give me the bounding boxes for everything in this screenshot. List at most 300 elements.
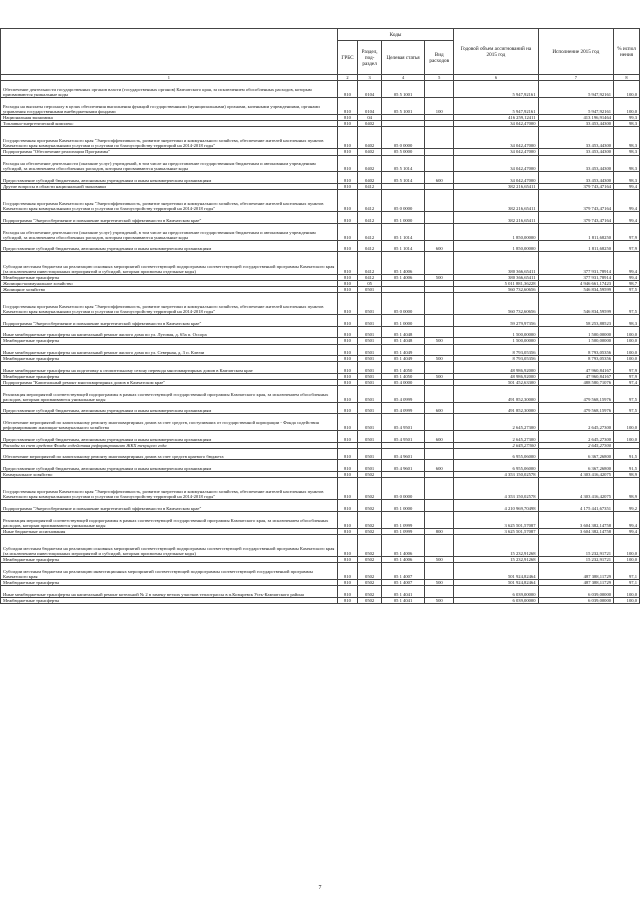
table-row	[1, 344, 640, 356]
row-section: 0502	[358, 471, 382, 477]
header-num: 4	[381, 75, 424, 81]
row-percent: 98,3	[614, 127, 640, 149]
row-type	[425, 190, 454, 212]
row-type: 500	[425, 356, 454, 362]
row-percent: 97,4	[614, 379, 640, 385]
row-grbs: 810	[337, 114, 358, 120]
row-execution: 2 645,27300	[538, 431, 614, 443]
row-type	[425, 534, 454, 556]
table-row	[1, 402, 640, 414]
row-grbs: 810	[337, 223, 358, 240]
row-type: 500	[425, 597, 454, 603]
row-grbs: 810	[337, 431, 358, 443]
table-row	[1, 212, 640, 224]
row-execution: 47 960,84167	[538, 362, 614, 374]
row-percent: 91,5	[614, 460, 640, 472]
row-name: Реализация мероприятий соответствующей подпрограммы в рамках соответствующей государственной программы Камчатского края, за исключением обособленных расходов, которым присваиваются уникальные коды	[1, 511, 338, 528]
page-number: 7	[318, 885, 322, 891]
table-row	[1, 460, 640, 472]
row-name: Межбюджетные трансферты	[1, 557, 338, 563]
row-grbs: 810	[337, 557, 358, 563]
row-plan: 4 210 969,70498	[454, 500, 538, 512]
row-name: Иные межбюджетные трансферты на подготовку к отопительному сезону перевода многоквартирных домов в Камчатском крае	[1, 362, 338, 374]
row-target: 05 1 4006	[381, 274, 424, 280]
row-percent: 100,0	[614, 534, 640, 556]
row-section: 0502	[358, 477, 382, 499]
row-type: 500	[425, 557, 454, 563]
row-plan: 15 232,91268	[454, 534, 538, 556]
row-section: 0501	[358, 315, 382, 327]
row-percent: 99,3	[614, 114, 640, 120]
row-grbs: 810	[337, 326, 358, 338]
row-grbs: 810	[337, 212, 358, 224]
row-plan: 416 259,12411	[454, 114, 538, 120]
row-section: 05	[358, 280, 382, 286]
row-percent: 100,0	[614, 414, 640, 431]
row-target: 05 1 0999	[381, 511, 424, 528]
table-row	[1, 315, 640, 327]
row-execution: 377 931,78914	[538, 252, 614, 274]
table-row	[1, 448, 640, 460]
row-plan: 4 353 150,02578	[454, 477, 538, 499]
row-type	[425, 511, 454, 528]
row-percent: 99,4	[614, 212, 640, 224]
row-target: 05 4 9601	[381, 460, 424, 472]
row-percent: 98,9	[614, 471, 640, 477]
row-grbs: 810	[337, 586, 358, 598]
row-name: Коммунальное хозяйство	[1, 471, 338, 477]
header-num: 3	[358, 75, 382, 81]
header-section: Раздел, под-раздел	[358, 41, 382, 75]
row-section: 0502	[358, 580, 382, 586]
table-row	[1, 597, 640, 603]
row-execution: 413 196,91464	[538, 114, 614, 120]
row-execution: 488 580,71076	[538, 379, 614, 385]
row-percent: 97,1	[614, 580, 640, 586]
row-section: 0501	[358, 379, 382, 385]
row-type	[425, 385, 454, 402]
row-grbs: 810	[337, 344, 358, 356]
row-name: Иные межбюджетные трансферты на капитальный ремонт котельной № 2 в замену ветхих участков теплотрассы в п.Козыревск Усть-Камчатского района	[1, 586, 338, 598]
header-execution: Исполнение 2015 год	[538, 29, 614, 75]
row-section: 0501	[358, 373, 382, 379]
row-grbs: 810	[337, 293, 358, 315]
row-plan: 560 732,60656	[454, 293, 538, 315]
row-section: 0501	[358, 293, 382, 315]
row-section: 0501	[358, 385, 382, 402]
row-grbs: 810	[337, 280, 358, 286]
row-plan: 380 366,65411	[454, 274, 538, 280]
header-num: 6	[454, 75, 538, 81]
row-plan: 1 500,00000	[454, 338, 538, 344]
row-section: 0501	[358, 402, 382, 414]
row-target: 05 1 1014	[381, 240, 424, 252]
row-name: Подпрограмма "Энергосбережение и повышение энергетической эффективности в Камчатском крае"	[1, 212, 338, 224]
row-section: 0501	[358, 286, 382, 292]
row-section: 04	[358, 114, 382, 120]
row-target: 05 4 9601	[381, 448, 424, 460]
row-execution: 47 960,84167	[538, 373, 614, 379]
row-target: 05 1 0000	[381, 315, 424, 327]
row-percent: 98,3	[614, 172, 640, 184]
table-row	[1, 534, 640, 556]
row-target: 05 4 9501	[381, 431, 424, 443]
row-target: 05 4 0999	[381, 385, 424, 402]
row-type: 600	[425, 431, 454, 443]
row-plan: 1 500,00000	[454, 326, 538, 338]
table-row	[1, 586, 640, 598]
row-grbs: 810	[337, 149, 358, 155]
row-execution: 1 811,68250	[538, 223, 614, 240]
row-name: Обеспечение мероприятий по капитальному ремонту многоквартирных домов за счет средств, поступивших от государственной корпорации - Фонда содействия реформированию жилищно-коммунального хозяйства	[1, 414, 338, 431]
row-type: 600	[425, 402, 454, 414]
row-name: Предоставление субсидий бюджетным, автономным учреждениям и иным некоммерческим организациям	[1, 240, 338, 252]
row-target: 05 1 4041	[381, 597, 424, 603]
row-type: 800	[425, 528, 454, 534]
row-plan: 382 216,65411	[454, 190, 538, 212]
row-percent: 100,0	[614, 326, 640, 338]
table-row	[1, 385, 640, 402]
row-grbs: 810	[337, 500, 358, 512]
row-percent: 97,9	[614, 223, 640, 240]
row-plan: 491 852,30000	[454, 385, 538, 402]
row-type: 500	[425, 373, 454, 379]
row-execution: 4 946 661,17423	[538, 280, 614, 286]
row-type	[425, 252, 454, 274]
row-type	[425, 155, 454, 172]
row-plan: 34 042,47000	[454, 149, 538, 155]
row-section: 0412	[358, 223, 382, 240]
row-grbs: 810	[337, 120, 358, 126]
row-target: 05 1 4049	[381, 344, 424, 356]
row-grbs: 810	[337, 286, 358, 292]
row-section: 0502	[358, 534, 382, 556]
row-execution: 379 743,47164	[538, 212, 614, 224]
row-name: Межбюджетные трансферты	[1, 356, 338, 362]
row-name: Государственная программа Камчатского края "Энергоэффективность, развитие энергетики и коммунального хозяйства, обеспечение жителей населенных пунктов Камчатского края коммунальными услугами и услугами по благоустройству территорий на 2014-2018 годы"	[1, 477, 338, 499]
header-num: 8	[614, 75, 640, 81]
row-execution: 379 743,47164	[538, 190, 614, 212]
table-row	[1, 127, 640, 149]
row-execution: 33 453,44300	[538, 120, 614, 126]
table-row	[1, 81, 640, 98]
row-grbs: 810	[337, 580, 358, 586]
row-name: Предоставление субсидий бюджетным, автономным учреждениям и иным некоммерческим организациям	[1, 172, 338, 184]
row-name: Иные бюджетные ассигнования	[1, 528, 338, 534]
row-section: 0412	[358, 240, 382, 252]
row-name: Расходы на обеспечение деятельности (оказание услуг) учреждений, в том числе на предоставление государственным бюджетным и автономным учреждениям субсидий, за исключением обособленных расходов, которым присваиваются уникальные коды	[1, 155, 338, 172]
row-name: Межбюджетные трансферты	[1, 274, 338, 280]
row-target: 05 0 0000	[381, 293, 424, 315]
row-target: 05 1 4007	[381, 580, 424, 586]
row-grbs: 810	[337, 402, 358, 414]
row-grbs: 810	[337, 385, 358, 402]
row-grbs: 810	[337, 511, 358, 528]
row-section: 0402	[358, 155, 382, 172]
row-target: 05 5 1014	[381, 155, 424, 172]
row-target: 05 1 0000	[381, 212, 424, 224]
table-row	[1, 414, 640, 431]
row-section: 0502	[358, 557, 382, 563]
table-row	[1, 293, 640, 315]
row-grbs: 810	[337, 373, 358, 379]
row-grbs: 810	[337, 379, 358, 385]
row-percent: 99,4	[614, 528, 640, 534]
row-execution: 1 811,68250	[538, 240, 614, 252]
table-body	[1, 81, 640, 604]
row-name: Обеспечение деятельности государственных органов власти (государственных органов) Камчатского края, за исключением обособленных расходов, которым присваиваются уникальные коды	[1, 81, 338, 98]
row-type: 100	[425, 97, 454, 114]
row-section: 0501	[358, 356, 382, 362]
row-percent: 97,9	[614, 362, 640, 374]
row-plan: 2 645,27300	[454, 431, 538, 443]
row-plan: 6 955,06000	[454, 448, 538, 460]
row-plan: 8 793,05356	[454, 356, 538, 362]
row-target: 05 1 4048	[381, 338, 424, 344]
table-row	[1, 172, 640, 184]
row-name: Государственная программа Камчатского края "Энергоэффективность, развитие энергетики и коммунального хозяйства, обеспечение жителей населенных пунктов Камчатского края коммунальными услугами и услугами по благоустройству территорий на 2014-2018 годы"	[1, 127, 338, 149]
row-execution: 487 388,11729	[538, 580, 614, 586]
row-target: 05 5 1014	[381, 172, 424, 184]
row-name: Другие вопросы в области национальной экономики	[1, 183, 338, 189]
row-percent: 97,5	[614, 402, 640, 414]
row-section: 0501	[358, 338, 382, 344]
row-target: 05 1 4006	[381, 557, 424, 563]
table-row	[1, 326, 640, 338]
table-row	[1, 500, 640, 512]
row-plan: 501 924,82464	[454, 580, 538, 586]
row-plan: 6 039,00000	[454, 597, 538, 603]
row-percent: 97,9	[614, 240, 640, 252]
row-grbs: 810	[337, 127, 358, 149]
row-grbs: 810	[337, 597, 358, 603]
row-execution: 1 500,00000	[538, 326, 614, 338]
row-target: 05 0 0000	[381, 127, 424, 149]
row-section: 0402	[358, 127, 382, 149]
row-section: 0502	[358, 511, 382, 528]
row-execution: 58 253,88523	[538, 315, 614, 327]
row-percent: 97,5	[614, 385, 640, 402]
row-execution: 1 500,00000	[538, 338, 614, 344]
table-header	[1, 29, 640, 81]
row-percent: 97,5	[614, 286, 640, 292]
row-percent: 98,7	[614, 280, 640, 286]
row-plan: 2 645,27300	[454, 414, 538, 431]
row-type: 500	[425, 580, 454, 586]
row-execution: 6 039,00000	[538, 597, 614, 603]
row-name: Расходы на обеспечение деятельности (оказание услуг) учреждений, в том числе на предоставление государственным бюджетным и автономным учреждениям субсидий, за исключением обособленных расходов, которым присваиваются уникальные коды	[1, 223, 338, 240]
row-type	[425, 127, 454, 149]
row-execution: 3 604 382,14758	[538, 528, 614, 534]
header-grbs: ГРБС	[337, 41, 358, 75]
row-plan: 48 986,92000	[454, 373, 538, 379]
row-percent: 100,0	[614, 557, 640, 563]
row-name: Расходы на выплаты персоналу в целях обеспечения выполнения функций государственными (муниципальными) органами, казенными учреждениями, органами управления государственными внебюджетными фондами	[1, 97, 338, 114]
row-percent: 100,0	[614, 97, 640, 114]
row-grbs: 810	[337, 240, 358, 252]
row-execution: 4 303 416,42075	[538, 477, 614, 499]
row-type: 600	[425, 172, 454, 184]
header-codes: Коды	[337, 29, 454, 41]
row-target: 05 4 9501	[381, 414, 424, 431]
row-name: Межбюджетные трансферты	[1, 597, 338, 603]
row-plan: 380 366,65411	[454, 252, 538, 274]
row-name: Иные межбюджетные трансферты на капитальный ремонт жилого дома по ул. Луговая, д. 65а п. Оссора	[1, 326, 338, 338]
row-plan: 6 039,00000	[454, 586, 538, 598]
row-name: Подпрограмма "Энергосбережение и повышение энергетической эффективности в Камчатском крае"	[1, 315, 338, 327]
row-target: 05 0 0000	[381, 190, 424, 212]
row-execution: 479 568,15976	[538, 402, 614, 414]
row-plan: 8 793,05356	[454, 344, 538, 356]
row-percent: 100,0	[614, 356, 640, 362]
row-percent: 100,0	[614, 338, 640, 344]
row-grbs: 810	[337, 528, 358, 534]
row-percent: 97,5	[614, 293, 640, 315]
row-percent: 100,0	[614, 597, 640, 603]
row-percent: 99,2	[614, 500, 640, 512]
row-percent: 100,0	[614, 586, 640, 598]
row-percent: 100,0	[614, 431, 640, 443]
row-section: 0104	[358, 97, 382, 114]
row-name: Иные межбюджетные трансферты на капитальный ремонт жилого дома по ул. Северная, д. 3 п. Ключи	[1, 344, 338, 356]
row-execution: 5 947,92161	[538, 81, 614, 98]
row-plan: 6 955,06000	[454, 460, 538, 472]
row-target: 05 5 1001	[381, 97, 424, 114]
row-plan: 34 042,47000	[454, 172, 538, 184]
row-type	[425, 293, 454, 315]
row-name: Предоставление субсидий бюджетным, автономным учреждениям и иным некоммерческим организациям	[1, 431, 338, 443]
row-target: 05 1 4006	[381, 252, 424, 274]
row-type	[425, 212, 454, 224]
row-target: 05 1 4050	[381, 373, 424, 379]
row-section: 0501	[358, 460, 382, 472]
row-type	[425, 362, 454, 374]
row-grbs: 810	[337, 97, 358, 114]
row-percent: 97,1	[614, 563, 640, 580]
row-target: 05 1 4041	[381, 586, 424, 598]
row-target: 05 4 0000	[381, 379, 424, 385]
header-name	[1, 29, 338, 75]
row-section: 0502	[358, 500, 382, 512]
row-execution: 4 303 416,42075	[538, 471, 614, 477]
row-name: Обеспечение мероприятий по капитальному ремонту многоквартирных домов за счет средств краевого бюджета	[1, 448, 338, 460]
row-grbs: 810	[337, 362, 358, 374]
row-section: 0501	[358, 362, 382, 374]
row-grbs: 810	[337, 460, 358, 472]
row-plan: 382 216,65411	[454, 212, 538, 224]
row-type	[425, 315, 454, 327]
row-section: 0501	[358, 344, 382, 356]
row-plan: 34 042,47000	[454, 127, 538, 149]
row-plan: 501 452,63300	[454, 379, 538, 385]
budget-table	[0, 28, 640, 604]
row-grbs: 810	[337, 183, 358, 189]
row-percent: 98,3	[614, 315, 640, 327]
row-name: Межбюджетные трансферты	[1, 338, 338, 344]
row-name: Субсидии местным бюджетам на реализацию основных мероприятий соответствующей подпрограммы соответствующей государственной программы Камчатского края (за исключением инвестиционных мероприятий и субсидий, которым присвоены отдельные коды)	[1, 252, 338, 274]
row-target: 05 1 4049	[381, 356, 424, 362]
table-row	[1, 223, 640, 240]
row-type: 500	[425, 338, 454, 344]
row-grbs: 810	[337, 471, 358, 477]
row-execution: 8 793,05356	[538, 344, 614, 356]
row-percent: 91,5	[614, 448, 640, 460]
row-target: 05 5 0000	[381, 149, 424, 155]
table-row	[1, 190, 640, 212]
row-execution: 3 604 382,14758	[538, 511, 614, 528]
row-type	[425, 326, 454, 338]
header-num: 2	[337, 75, 358, 81]
row-name: Жилищно-коммунальное хозяйство	[1, 280, 338, 286]
row-section: 0501	[358, 431, 382, 443]
header-target: Целевая статья	[381, 41, 424, 75]
row-grbs: 810	[337, 190, 358, 212]
row-section: 0502	[358, 563, 382, 580]
row-section: 0501	[358, 414, 382, 431]
header-num: 1	[1, 75, 338, 81]
row-percent: 98,3	[614, 120, 640, 126]
row-type	[425, 414, 454, 431]
row-percent: 99,4	[614, 190, 640, 212]
row-plan: 5 011 881,36228	[454, 280, 538, 286]
row-name: Расходы за счет средств Фонда содействия реформированию ЖКХ текущего года	[1, 442, 338, 448]
row-grbs: 810	[337, 172, 358, 184]
row-section: 0412	[358, 274, 382, 280]
row-section: 0502	[358, 528, 382, 534]
row-section: 0412	[358, 190, 382, 212]
row-name: Национальная экономика	[1, 114, 338, 120]
row-execution: 6 367,26800	[538, 448, 614, 460]
row-execution: 377 931,78914	[538, 274, 614, 280]
row-name: Государственная программа Камчатского края "Энергоэффективность, развитие энергетики и коммунального хозяйства, обеспечение жителей населенных пунктов Камчатского края коммунальными услугами и услугами по благоустройству территорий на 2014-2018 годы"	[1, 293, 338, 315]
header-num: 7	[538, 75, 614, 81]
row-percent: 99,4	[614, 252, 640, 274]
row-plan: 5 947,92161	[454, 97, 538, 114]
row-section: 0501	[358, 448, 382, 460]
row-percent: 99,4	[614, 274, 640, 280]
header-plan: Годовой объем ассигнований на 2015 год	[454, 29, 538, 75]
row-plan: 3 625 501,57087	[454, 511, 538, 528]
table-row	[1, 431, 640, 443]
row-percent: 98,3	[614, 149, 640, 155]
row-grbs: 810	[337, 477, 358, 499]
row-plan: 382 216,65411	[454, 183, 538, 189]
row-plan: 59 279,97356	[454, 315, 538, 327]
row-target: 05 1 4006	[381, 534, 424, 556]
row-name: Субсидии местным бюджетам на реализацию основных мероприятий соответствующей подпрограммы соответствующей государственной программы Камчатского края (за исключением инвестиционных мероприятий и субсидий, которым присвоены отдельные коды)	[1, 534, 338, 556]
table-row	[1, 97, 640, 114]
row-execution: 15 232,91721	[538, 534, 614, 556]
row-plan: 34 042,47000	[454, 120, 538, 126]
row-execution: 546 834,59599	[538, 293, 614, 315]
table-row	[1, 252, 640, 274]
row-execution: 5 947,92161	[538, 97, 614, 114]
row-type	[425, 223, 454, 240]
row-name: Предоставление субсидий бюджетным, автономным учреждениям и иным некоммерческим организациям	[1, 402, 338, 414]
row-target: 05 1 4048	[381, 326, 424, 338]
row-section: 0502	[358, 586, 382, 598]
row-grbs: 810	[337, 448, 358, 460]
row-plan: 1 850,00000	[454, 223, 538, 240]
row-target: 05 1 4007	[381, 563, 424, 580]
row-type	[425, 477, 454, 499]
row-execution: 546 834,59599	[538, 286, 614, 292]
row-type: 500	[425, 274, 454, 280]
row-execution: 487 388,11729	[538, 563, 614, 580]
row-execution: 8 793,05356	[538, 356, 614, 362]
row-name: Подпрограмма "Капитальный ремонт многоквартирных домов в Камчатском крае"	[1, 379, 338, 385]
row-type: 600	[425, 240, 454, 252]
